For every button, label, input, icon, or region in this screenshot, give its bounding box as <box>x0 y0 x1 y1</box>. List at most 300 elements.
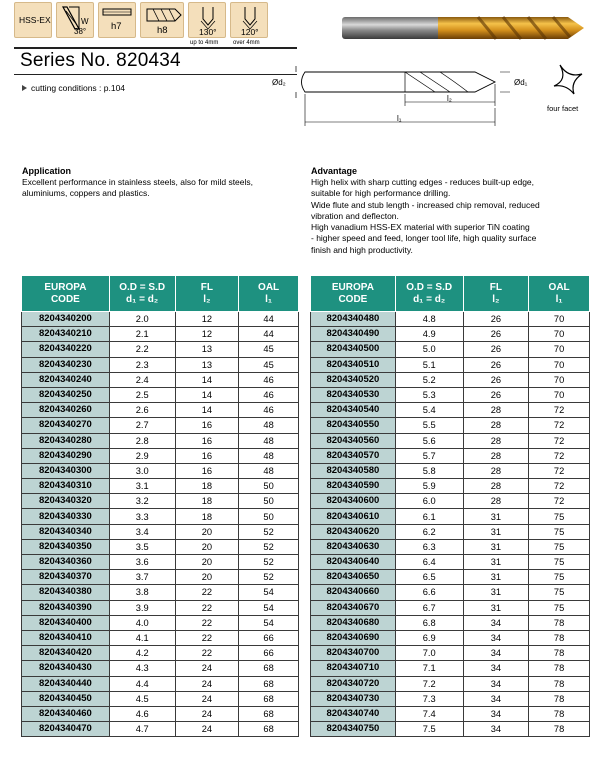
table-row <box>311 342 590 357</box>
code-cell: 8204340200 <box>22 312 110 327</box>
table-row <box>22 722 299 737</box>
code-cell: 8204340600 <box>311 494 396 509</box>
table-row <box>311 600 590 615</box>
code-cell: 8204340330 <box>22 509 110 524</box>
overall-length-cell: 66 <box>239 646 299 661</box>
overall-length-cell: 72 <box>529 494 590 509</box>
title-rule-top <box>14 47 297 49</box>
header-fl-line2: l₂ <box>492 293 500 305</box>
point-angle-120-icon <box>230 2 268 46</box>
table-row <box>22 448 299 463</box>
header-fl <box>175 276 239 312</box>
header-oal-line1: OAL <box>548 281 570 293</box>
flute-length-cell: 22 <box>175 585 239 600</box>
diameter-cell: 4.8 <box>395 312 463 327</box>
table-row <box>22 327 299 342</box>
overall-length-cell: 72 <box>529 463 590 478</box>
diameter-cell: 2.8 <box>109 433 175 448</box>
code-cell: 8204340580 <box>311 463 396 478</box>
l1-label: l₁ <box>397 114 402 123</box>
table-row <box>311 463 590 478</box>
table-row <box>311 691 590 706</box>
code-cell: 8204340310 <box>22 479 110 494</box>
table-row <box>311 418 590 433</box>
diameter-cell: 7.4 <box>395 706 463 721</box>
table-row <box>22 387 299 402</box>
flute-length-cell: 34 <box>463 630 529 645</box>
header-od-line1: O.D = S.D <box>119 281 166 293</box>
flute-length-cell: 14 <box>175 372 239 387</box>
overall-length-cell: 48 <box>239 463 299 478</box>
point-angle-2-label: 120° <box>241 27 259 37</box>
title-rule-bottom <box>14 74 297 75</box>
flute-length-cell: 13 <box>175 357 239 372</box>
material-badge <box>14 2 52 38</box>
cutting-conditions <box>22 83 125 93</box>
overall-length-cell: 70 <box>529 387 590 402</box>
code-cell: 8204340720 <box>311 676 396 691</box>
advantage-line: suitable for high performance drilling. <box>311 188 451 199</box>
code-cell: 8204340470 <box>22 722 110 737</box>
diameter-cell: 3.4 <box>109 524 175 539</box>
table-row <box>22 585 299 600</box>
table-row <box>22 600 299 615</box>
table-row <box>22 615 299 630</box>
diameter-cell: 3.9 <box>109 600 175 615</box>
diameter-cell: 2.9 <box>109 448 175 463</box>
overall-length-cell: 52 <box>239 570 299 585</box>
code-cell: 8204340670 <box>311 600 396 615</box>
diameter-cell: 4.2 <box>109 646 175 661</box>
overall-length-cell: 78 <box>529 691 590 706</box>
overall-length-cell: 46 <box>239 403 299 418</box>
flute-length-cell: 34 <box>463 691 529 706</box>
flute-length-cell: 28 <box>463 494 529 509</box>
overall-length-cell: 46 <box>239 372 299 387</box>
advantage-line: High helix with sharp cutting edges - reduces built-up edge, <box>311 177 535 187</box>
flute-length-cell: 16 <box>175 463 239 478</box>
flute-length-cell: 28 <box>463 463 529 478</box>
diameter-cell: 4.0 <box>109 615 175 630</box>
overall-length-cell: 48 <box>239 418 299 433</box>
header-code-line2: CODE <box>50 293 80 305</box>
code-cell: 8204340660 <box>311 585 396 600</box>
spec-icon-strip <box>14 2 268 46</box>
code-cell: 8204340550 <box>311 418 396 433</box>
overall-length-cell: 54 <box>239 615 299 630</box>
diameter-cell: 2.5 <box>109 387 175 402</box>
code-cell: 8204340300 <box>22 463 110 478</box>
flute-length-cell: 24 <box>175 706 239 721</box>
overall-length-cell: 50 <box>239 479 299 494</box>
code-cell: 8204340220 <box>22 342 110 357</box>
overall-length-cell: 46 <box>239 387 299 402</box>
code-cell: 8204340370 <box>22 570 110 585</box>
point-angle-1-note: up to 4mm <box>190 40 219 46</box>
code-cell: 8204340260 <box>22 403 110 418</box>
diameter-cell: 3.5 <box>109 539 175 554</box>
code-cell: 8204340750 <box>311 722 396 737</box>
diameter-cell: 6.9 <box>395 630 463 645</box>
code-cell: 8204340460 <box>22 706 110 721</box>
header-oal-line2: l₁ <box>265 293 273 305</box>
header-fl-line1: FL <box>489 281 502 293</box>
overall-length-cell: 52 <box>239 555 299 570</box>
table-row <box>311 312 590 327</box>
flute-length-cell: 28 <box>463 433 529 448</box>
overall-length-cell: 68 <box>239 722 299 737</box>
flute-length-cell: 26 <box>463 357 529 372</box>
diameter-cell: 5.9 <box>395 479 463 494</box>
helix-angle-label: 38° <box>74 27 87 36</box>
overall-length-cell: 75 <box>529 524 590 539</box>
code-cell: 8204340400 <box>22 615 110 630</box>
code-cell: 8204340480 <box>311 312 396 327</box>
overall-length-cell: 52 <box>239 524 299 539</box>
overall-length-cell: 75 <box>529 600 590 615</box>
table-row <box>311 357 590 372</box>
diameter-cell: 5.3 <box>395 387 463 402</box>
diameter-cell: 6.5 <box>395 570 463 585</box>
code-cell: 8204340230 <box>22 357 110 372</box>
diameter-cell: 4.5 <box>109 691 175 706</box>
overall-length-cell: 72 <box>529 479 590 494</box>
code-cell: 8204340320 <box>22 494 110 509</box>
overall-length-cell: 45 <box>239 357 299 372</box>
diameter-cell: 5.5 <box>395 418 463 433</box>
code-cell: 8204340270 <box>22 418 110 433</box>
advantage-section <box>311 166 591 256</box>
flute-length-cell: 28 <box>463 403 529 418</box>
table-row <box>22 646 299 661</box>
table-row <box>311 403 590 418</box>
table-row <box>311 646 590 661</box>
table-row <box>311 387 590 402</box>
diameter-cell: 7.2 <box>395 676 463 691</box>
flute-length-cell: 22 <box>175 646 239 661</box>
header-od <box>109 276 175 312</box>
diameter-cell: 6.8 <box>395 615 463 630</box>
diameter-cell: 7.5 <box>395 722 463 737</box>
table-row <box>22 433 299 448</box>
code-cell: 8204340410 <box>22 630 110 645</box>
flute-length-cell: 12 <box>175 327 239 342</box>
flute-length-cell: 20 <box>175 570 239 585</box>
table-row <box>311 630 590 645</box>
table-row <box>22 312 299 327</box>
code-cell: 8204340380 <box>22 585 110 600</box>
flute-length-cell: 26 <box>463 312 529 327</box>
overall-length-cell: 78 <box>529 676 590 691</box>
code-cell: 8204340290 <box>22 448 110 463</box>
overall-length-cell: 66 <box>239 630 299 645</box>
diameter-cell: 6.7 <box>395 600 463 615</box>
table-row <box>311 372 590 387</box>
flute-length-cell: 16 <box>175 418 239 433</box>
diameter-cell: 3.7 <box>109 570 175 585</box>
flute-length-cell: 28 <box>463 479 529 494</box>
code-cell: 8204340340 <box>22 524 110 539</box>
overall-length-cell: 70 <box>529 342 590 357</box>
code-cell: 8204340560 <box>311 433 396 448</box>
table-row <box>22 706 299 721</box>
overall-length-cell: 75 <box>529 555 590 570</box>
diameter-cell: 2.3 <box>109 357 175 372</box>
diameter-cell: 7.0 <box>395 646 463 661</box>
overall-length-cell: 70 <box>529 372 590 387</box>
flute-length-cell: 13 <box>175 342 239 357</box>
table-row <box>311 448 590 463</box>
code-cell: 8204340700 <box>311 646 396 661</box>
shank-tolerance-label: h7 <box>111 21 122 32</box>
diameter-cell: 3.8 <box>109 585 175 600</box>
flute-length-cell: 34 <box>463 661 529 676</box>
flute-length-cell: 16 <box>175 433 239 448</box>
table-row <box>22 570 299 585</box>
point-angle-130-icon <box>188 2 226 46</box>
code-cell: 8204340680 <box>311 615 396 630</box>
flute-length-cell: 28 <box>463 448 529 463</box>
header-code <box>22 276 110 312</box>
diameter-cell: 3.6 <box>109 555 175 570</box>
flute-length-cell: 18 <box>175 509 239 524</box>
table-row <box>311 661 590 676</box>
diameter-cell: 5.0 <box>395 342 463 357</box>
table-body-left <box>22 312 299 737</box>
overall-length-cell: 50 <box>239 509 299 524</box>
diameter-cell: 6.2 <box>395 524 463 539</box>
flute-length-cell: 22 <box>175 600 239 615</box>
flute-length-cell: 34 <box>463 676 529 691</box>
code-cell: 8204340620 <box>311 524 396 539</box>
overall-length-cell: 68 <box>239 691 299 706</box>
overall-length-cell: 50 <box>239 494 299 509</box>
diameter-cell: 3.3 <box>109 509 175 524</box>
table-row <box>311 585 590 600</box>
code-cell: 8204340430 <box>22 661 110 676</box>
flute-length-cell: 20 <box>175 539 239 554</box>
code-cell: 8204340500 <box>311 342 396 357</box>
flute-length-cell: 26 <box>463 342 529 357</box>
table-row <box>22 539 299 554</box>
diameter-cell: 4.1 <box>109 630 175 645</box>
flute-length-cell: 24 <box>175 661 239 676</box>
code-cell: 8204340650 <box>311 570 396 585</box>
table-row <box>311 494 590 509</box>
flute-length-cell: 14 <box>175 387 239 402</box>
point-angle-2-note: over 4mm <box>233 40 260 46</box>
table-row <box>311 479 590 494</box>
table-row <box>22 555 299 570</box>
diameter-cell: 5.2 <box>395 372 463 387</box>
overall-length-cell: 70 <box>529 357 590 372</box>
flute-length-cell: 34 <box>463 646 529 661</box>
material-label: HSS-EX <box>19 15 51 25</box>
flute-length-cell: 34 <box>463 722 529 737</box>
table-row <box>22 630 299 645</box>
flute-length-cell: 14 <box>175 403 239 418</box>
overall-length-cell: 48 <box>239 448 299 463</box>
table-row <box>22 357 299 372</box>
diameter-cell: 5.4 <box>395 403 463 418</box>
flute-length-cell: 34 <box>463 615 529 630</box>
application-line: aluminiums, coppers and plastics. <box>22 188 150 199</box>
overall-length-cell: 72 <box>529 403 590 418</box>
header-od <box>395 276 463 312</box>
diameter-cell: 6.1 <box>395 509 463 524</box>
header-fl-line2: l₂ <box>203 293 211 305</box>
overall-length-cell: 68 <box>239 661 299 676</box>
header-code <box>311 276 396 312</box>
table-row <box>22 494 299 509</box>
code-cell: 8204340740 <box>311 706 396 721</box>
code-cell: 8204340240 <box>22 372 110 387</box>
code-cell: 8204340710 <box>311 661 396 676</box>
table-body-right <box>311 312 590 737</box>
overall-length-cell: 72 <box>529 448 590 463</box>
d2-label: Ød₂ <box>272 78 286 87</box>
table-row <box>22 403 299 418</box>
diameter-cell: 5.7 <box>395 448 463 463</box>
table-row <box>311 706 590 721</box>
drill-tolerance-icon <box>140 2 184 38</box>
table-row <box>22 463 299 478</box>
code-cell: 8204340640 <box>311 555 396 570</box>
table-row <box>311 722 590 737</box>
diameter-cell: 5.1 <box>395 357 463 372</box>
table-header-row <box>311 276 590 312</box>
header-fl-line1: FL <box>200 281 213 293</box>
overall-length-cell: 44 <box>239 312 299 327</box>
table-row <box>22 661 299 676</box>
header-code-line1: EUROPA <box>331 281 374 293</box>
header-od-line1: O.D = S.D <box>406 281 453 293</box>
advantage-heading: Advantage <box>311 166 358 176</box>
diameter-cell: 2.4 <box>109 372 175 387</box>
flute-length-cell: 24 <box>175 676 239 691</box>
overall-length-cell: 78 <box>529 615 590 630</box>
flute-length-cell: 16 <box>175 448 239 463</box>
drill-tolerance-label: h8 <box>157 25 168 36</box>
cutting-conditions-text: cutting conditions : p.104 <box>31 83 126 93</box>
header-code-line1: EUROPA <box>44 281 87 293</box>
table-header-row <box>22 276 299 312</box>
code-cell: 8204340210 <box>22 327 110 342</box>
table-row <box>311 615 590 630</box>
overall-length-cell: 78 <box>529 630 590 645</box>
table-row <box>22 691 299 706</box>
code-cell: 8204340250 <box>22 387 110 402</box>
table-row <box>22 418 299 433</box>
shank-tolerance-icon <box>98 2 136 38</box>
code-cell: 8204340510 <box>311 357 396 372</box>
triangle-bullet-icon <box>22 85 27 91</box>
advantage-line: vibration and deflecton. <box>311 210 399 221</box>
flute-length-cell: 20 <box>175 555 239 570</box>
overall-length-cell: 54 <box>239 600 299 615</box>
flute-length-cell: 31 <box>463 600 529 615</box>
product-table-left <box>21 275 299 737</box>
overall-length-cell: 75 <box>529 585 590 600</box>
code-cell: 8204340530 <box>311 387 396 402</box>
diameter-cell: 4.4 <box>109 676 175 691</box>
code-cell: 8204340420 <box>22 646 110 661</box>
application-heading: Application <box>22 166 71 176</box>
flute-length-cell: 31 <box>463 539 529 554</box>
header-oal <box>239 276 299 312</box>
code-cell: 8204340520 <box>311 372 396 387</box>
table-row <box>311 676 590 691</box>
application-line: Excellent performance in stainless steels, also for mild steels, <box>22 177 254 187</box>
diameter-cell: 2.6 <box>109 403 175 418</box>
code-cell: 8204340570 <box>311 448 396 463</box>
diameter-cell: 7.3 <box>395 691 463 706</box>
header-oal-line2: l₁ <box>555 293 563 305</box>
series-title: Series No. 820434 <box>20 50 181 71</box>
flute-length-cell: 31 <box>463 555 529 570</box>
code-cell: 8204340280 <box>22 433 110 448</box>
header-od-line2: d₁ = d₂ <box>126 293 159 305</box>
table-row <box>311 524 590 539</box>
table-row <box>311 570 590 585</box>
flute-length-cell: 31 <box>463 509 529 524</box>
helix-w-label: W <box>81 17 89 26</box>
table-row <box>22 479 299 494</box>
overall-length-cell: 78 <box>529 722 590 737</box>
code-cell: 8204340540 <box>311 403 396 418</box>
table-row <box>22 342 299 357</box>
advantage-line: finish and high productivity. <box>311 244 413 255</box>
flute-length-cell: 24 <box>175 722 239 737</box>
overall-length-cell: 72 <box>529 433 590 448</box>
application-section <box>22 166 292 200</box>
overall-length-cell: 78 <box>529 706 590 721</box>
diameter-cell: 2.1 <box>109 327 175 342</box>
diameter-cell: 6.6 <box>395 585 463 600</box>
overall-length-cell: 68 <box>239 676 299 691</box>
flute-length-cell: 31 <box>463 570 529 585</box>
dimension-diagram <box>270 60 590 132</box>
d1-label: Ød₁ <box>514 78 528 87</box>
flute-length-cell: 18 <box>175 494 239 509</box>
flute-length-cell: 28 <box>463 418 529 433</box>
flute-length-cell: 24 <box>175 691 239 706</box>
overall-length-cell: 78 <box>529 646 590 661</box>
four-facet-label: four facet <box>547 104 579 113</box>
table-row <box>311 327 590 342</box>
code-cell: 8204340440 <box>22 676 110 691</box>
point-angle-1-label: 130° <box>199 27 217 37</box>
overall-length-cell: 70 <box>529 312 590 327</box>
helix-angle-icon <box>56 2 94 38</box>
overall-length-cell: 48 <box>239 433 299 448</box>
flute-length-cell: 22 <box>175 615 239 630</box>
header-code-line2: CODE <box>338 293 368 305</box>
flute-length-cell: 31 <box>463 524 529 539</box>
overall-length-cell: 68 <box>239 706 299 721</box>
diameter-cell: 4.7 <box>109 722 175 737</box>
table-row <box>22 524 299 539</box>
flute-length-cell: 20 <box>175 524 239 539</box>
header-fl <box>463 276 529 312</box>
flute-length-cell: 26 <box>463 387 529 402</box>
diameter-cell: 4.6 <box>109 706 175 721</box>
diameter-cell: 6.4 <box>395 555 463 570</box>
code-cell: 8204340730 <box>311 691 396 706</box>
table-row <box>311 539 590 554</box>
overall-length-cell: 75 <box>529 570 590 585</box>
overall-length-cell: 75 <box>529 539 590 554</box>
